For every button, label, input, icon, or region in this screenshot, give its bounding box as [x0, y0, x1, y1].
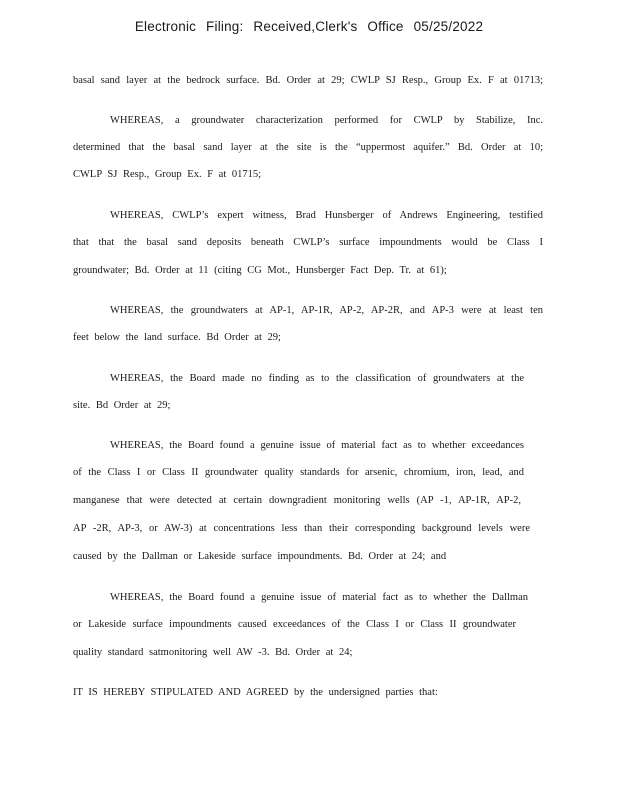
paragraph-line: site. Bd Order at 29;: [73, 400, 171, 411]
paragraph-line: WHEREAS, the Board made no finding as to the classification of groundwaters at the: [110, 373, 524, 384]
paragraph-line: WHEREAS, the Board found a genuine issue of material fact as to whether exceedances: [110, 440, 524, 451]
filing-header: Electronic Filing: Received,Clerk's Office 05/25/2022: [134, 19, 484, 34]
paragraph-line: manganese that were detected at certain downgradient monitoring wells (AP -1, AP-1R, AP-2,: [73, 495, 521, 506]
paragraph-line: WHEREAS, the groundwaters at AP-1, AP-1R, AP-2, AP-2R, and AP-3 were at least ten: [110, 305, 543, 316]
paragraph-line: quality standard satmonitoring well AW -3. Bd. Order at 24;: [73, 647, 353, 658]
paragraph-line: or Lakeside surface impoundments caused exceedances of the Class I or Class II groundwater: [73, 619, 516, 630]
stipulation-line: IT IS HEREBY STIPULATED AND AGREED by the undersigned parties that:: [73, 687, 438, 698]
paragraph-line: WHEREAS, CWLP’s expert witness, Brad Hunsberger of Andrews Engineering, testified: [110, 210, 543, 221]
paragraph-line: that that the basal sand deposits beneath CWLP’s surface impoundments would be Class I: [73, 237, 543, 248]
paragraph-line: caused by the Dallman or Lakeside surface impoundments. Bd. Order at 24; and: [73, 551, 447, 562]
paragraph-line: basal sand layer at the bedrock surface. Bd. Order at 29; CWLP SJ Resp., Group Ex. F at 01713;: [73, 75, 543, 86]
paragraph-line: feet below the land surface. Bd Order at 29;: [73, 332, 281, 343]
paragraph-line: CWLP SJ Resp., Group Ex. F at 01715;: [73, 169, 262, 180]
paragraph-line: WHEREAS, a groundwater characterization performed for CWLP by Stabilize, Inc.: [110, 115, 543, 126]
paragraph-line: of the Class I or Class II groundwater quality standards for arsenic, chromium, iron, lead, and: [73, 467, 524, 478]
paragraph-line: WHEREAS, the Board found a genuine issue of material fact as to whether the Dallman: [110, 592, 528, 603]
paragraph-line: groundwater; Bd. Order at 11 (citing CG Mot., Hunsberger Fact Dep. Tr. at 61);: [73, 265, 447, 276]
paragraph-line: AP -2R, AP-3, or AW-3) at concentrations less than their corresponding background levels were: [73, 523, 530, 534]
paragraph-line: determined that the basal sand layer at the site is the “uppermost aquifer.” Bd. Order at 10;: [73, 142, 543, 153]
